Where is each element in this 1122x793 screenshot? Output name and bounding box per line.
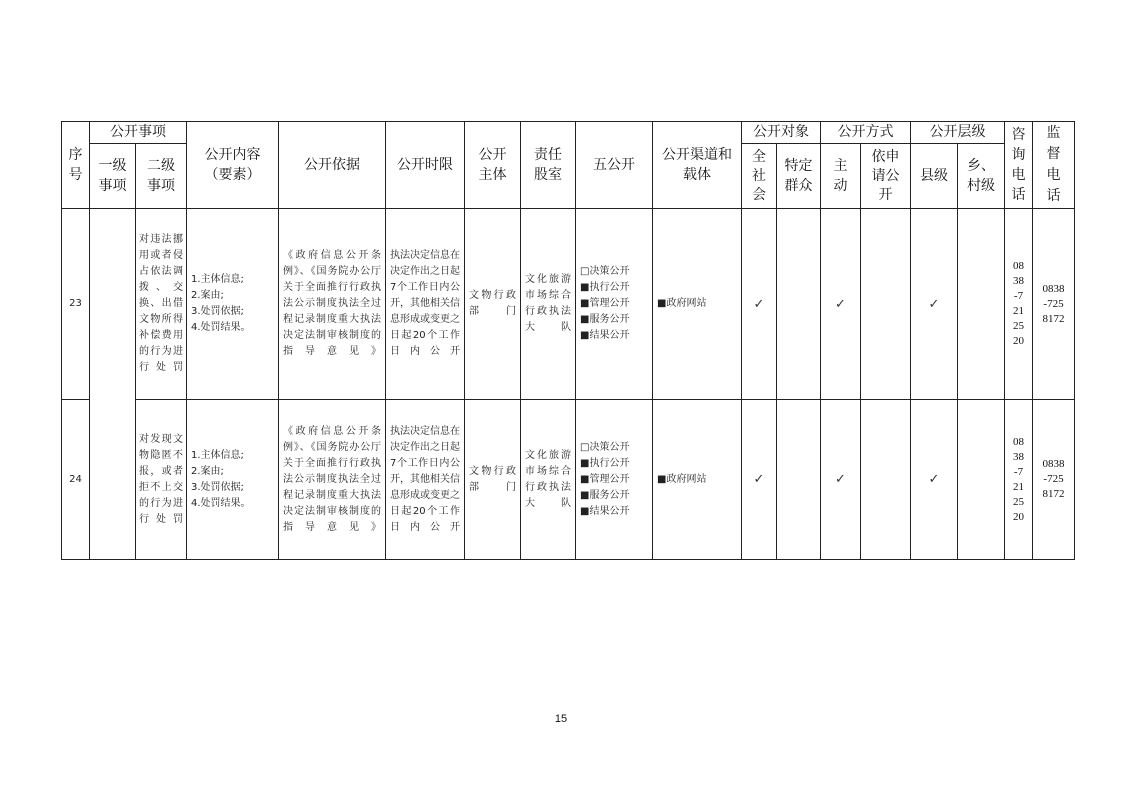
header-method-group: 公开方式: [821, 122, 911, 144]
disclosure-table: [61, 121, 1075, 560]
row-office: 文化旅游市场综合行政执法大队: [521, 209, 576, 400]
header-target-specific: 特定群众: [777, 144, 821, 209]
row-basis: 《政府信息公开条例》、《国务院办公厅关于全面推行行政执法公示制度执法全过程记录制度重大执法决定法制审核制度的指导意见》: [279, 209, 386, 400]
row-target-all-check-icon: ✓: [742, 400, 777, 560]
header-basis: 公开依据: [279, 122, 386, 209]
row-channel: ■政府网站: [653, 400, 742, 560]
row-content: [187, 209, 279, 400]
row-supervise-phone: [1033, 209, 1075, 400]
five-open-item: ■结果公开: [580, 330, 630, 341]
header-five-open: 五公开: [576, 122, 653, 209]
content-item: 1.主体信息;: [191, 449, 244, 461]
phone-part: 20: [1013, 510, 1024, 523]
row-subject: 文物行政部门: [465, 400, 521, 560]
header-consult-phone: 咨询电话: [1005, 122, 1033, 209]
phone-part: 21: [1013, 305, 1024, 317]
header-target-group: 公开对象: [742, 122, 821, 144]
row-consult-phone: [1005, 400, 1033, 560]
header-supervise-phone: 监督电话: [1033, 122, 1075, 209]
content-item: 4.处罚结果。: [191, 497, 251, 509]
phone-part: 38: [1013, 450, 1024, 463]
phone-part: 38: [1013, 275, 1024, 287]
header-seq: 序号: [62, 122, 90, 209]
row-basis: 《政府信息公开条例》、《国务院办公厅关于全面推行行政执法公示制度执法全过程记录制度重大执法决定法制审核制度的指导意见》: [279, 400, 386, 560]
five-open-item: ■管理公开: [580, 298, 630, 309]
row-consult-phone: [1005, 209, 1033, 400]
content-item: 2.案由;: [191, 290, 224, 301]
row-supervise-phone: [1033, 400, 1075, 560]
row-level-county-check-icon: ✓: [911, 209, 958, 400]
header-content: 公开内容（要素）: [187, 122, 279, 209]
row-time-limit: 执法决定信息在决定作出之日起7个工作日内公开，其他相关信息形成或变更之日起20个工作日内公开: [386, 209, 465, 400]
row-level1-empty: [90, 209, 136, 560]
phone-part: -7: [1013, 290, 1024, 302]
row-method-active-check-icon: ✓: [821, 400, 861, 560]
content-item: 1.主体信息;: [191, 274, 244, 285]
header-level2: 二级事项: [136, 144, 187, 209]
five-open-item: □决策公开: [580, 266, 630, 277]
phone-part: -725: [1043, 473, 1064, 485]
phone-part: 25: [1013, 495, 1024, 508]
row-method-apply: [861, 209, 911, 400]
header-level1: 一级事项: [90, 144, 136, 209]
phone-part: 8172: [1042, 488, 1065, 500]
five-open-item: ■结果公开: [580, 505, 630, 517]
content-item: 3.处罚依据;: [191, 306, 244, 317]
header-time-limit: 公开时限: [386, 122, 465, 209]
row-channel: ■政府网站: [653, 209, 742, 400]
phone-part: 25: [1013, 320, 1024, 332]
header-item-group: 公开事项: [90, 122, 187, 144]
row-five-open: [576, 209, 653, 400]
header-method-apply: 依申请公开: [861, 144, 911, 209]
row-target-specific: [777, 209, 821, 400]
table-row: [62, 400, 1075, 560]
row-five-open: [576, 400, 653, 560]
header-subject: 公开主体: [465, 122, 521, 209]
header-method-active: 主动: [821, 144, 861, 209]
five-open-item: ■服务公开: [580, 489, 630, 501]
phone-part: 8172: [1042, 312, 1065, 325]
header-level-county: 县级: [911, 144, 958, 209]
row-target-all-check-icon: ✓: [742, 209, 777, 400]
five-open-item: □决策公开: [580, 441, 630, 453]
phone-part: 21: [1013, 480, 1024, 493]
page-number: 15: [554, 713, 568, 725]
row-content: [187, 400, 279, 560]
row-level2: 对违法挪用或者侵占依法调拨、交换、出借文物所得补偿费用的行为进行处罚: [136, 209, 187, 400]
phone-part: -7: [1013, 465, 1024, 478]
content-item: 3.处罚依据;: [191, 481, 244, 493]
phone-part: 0838: [1042, 458, 1065, 470]
row-level-township: [958, 400, 1005, 560]
header-channel: 公开渠道和载体: [653, 122, 742, 209]
header-office: 责任股室: [521, 122, 576, 209]
five-open-item: ■服务公开: [580, 314, 630, 325]
five-open-item: ■管理公开: [580, 473, 630, 485]
header-target-all: 全社会: [742, 144, 777, 209]
phone-part: 08: [1013, 435, 1024, 448]
content-item: 4.处罚结果。: [191, 322, 251, 333]
five-open-item: ■执行公开: [580, 282, 630, 293]
row-office: 文化旅游市场综合行政执法大队: [521, 400, 576, 560]
row-subject: 文物行政部门: [465, 209, 521, 400]
phone-part: -725: [1043, 297, 1064, 310]
row-method-active-check-icon: ✓: [821, 209, 861, 400]
row-time-limit: 执法决定信息在决定作出之日起7个工作日内公开，其他相关信息形成或变更之日起20个工作日内公开: [386, 400, 465, 560]
row-target-specific: [777, 400, 821, 560]
row-method-apply: [861, 400, 911, 560]
content-item: 2.案由;: [191, 465, 224, 477]
phone-part: 08: [1013, 260, 1024, 272]
row-level2: 对发现文物隐匿不报，或者拒不上交的行为进行处罚: [136, 400, 187, 560]
row-level-county-check-icon: ✓: [911, 400, 958, 560]
five-open-item: ■执行公开: [580, 457, 630, 469]
row-seq: 24: [62, 400, 90, 560]
phone-part: 20: [1013, 335, 1024, 347]
row-seq: 23: [62, 209, 90, 400]
row-level-township: [958, 209, 1005, 400]
table-row: [62, 209, 1075, 400]
phone-part: 0838: [1042, 282, 1065, 295]
header-level-group: 公开层级: [911, 122, 1005, 144]
header-level-township: 乡、村级: [958, 144, 1005, 209]
